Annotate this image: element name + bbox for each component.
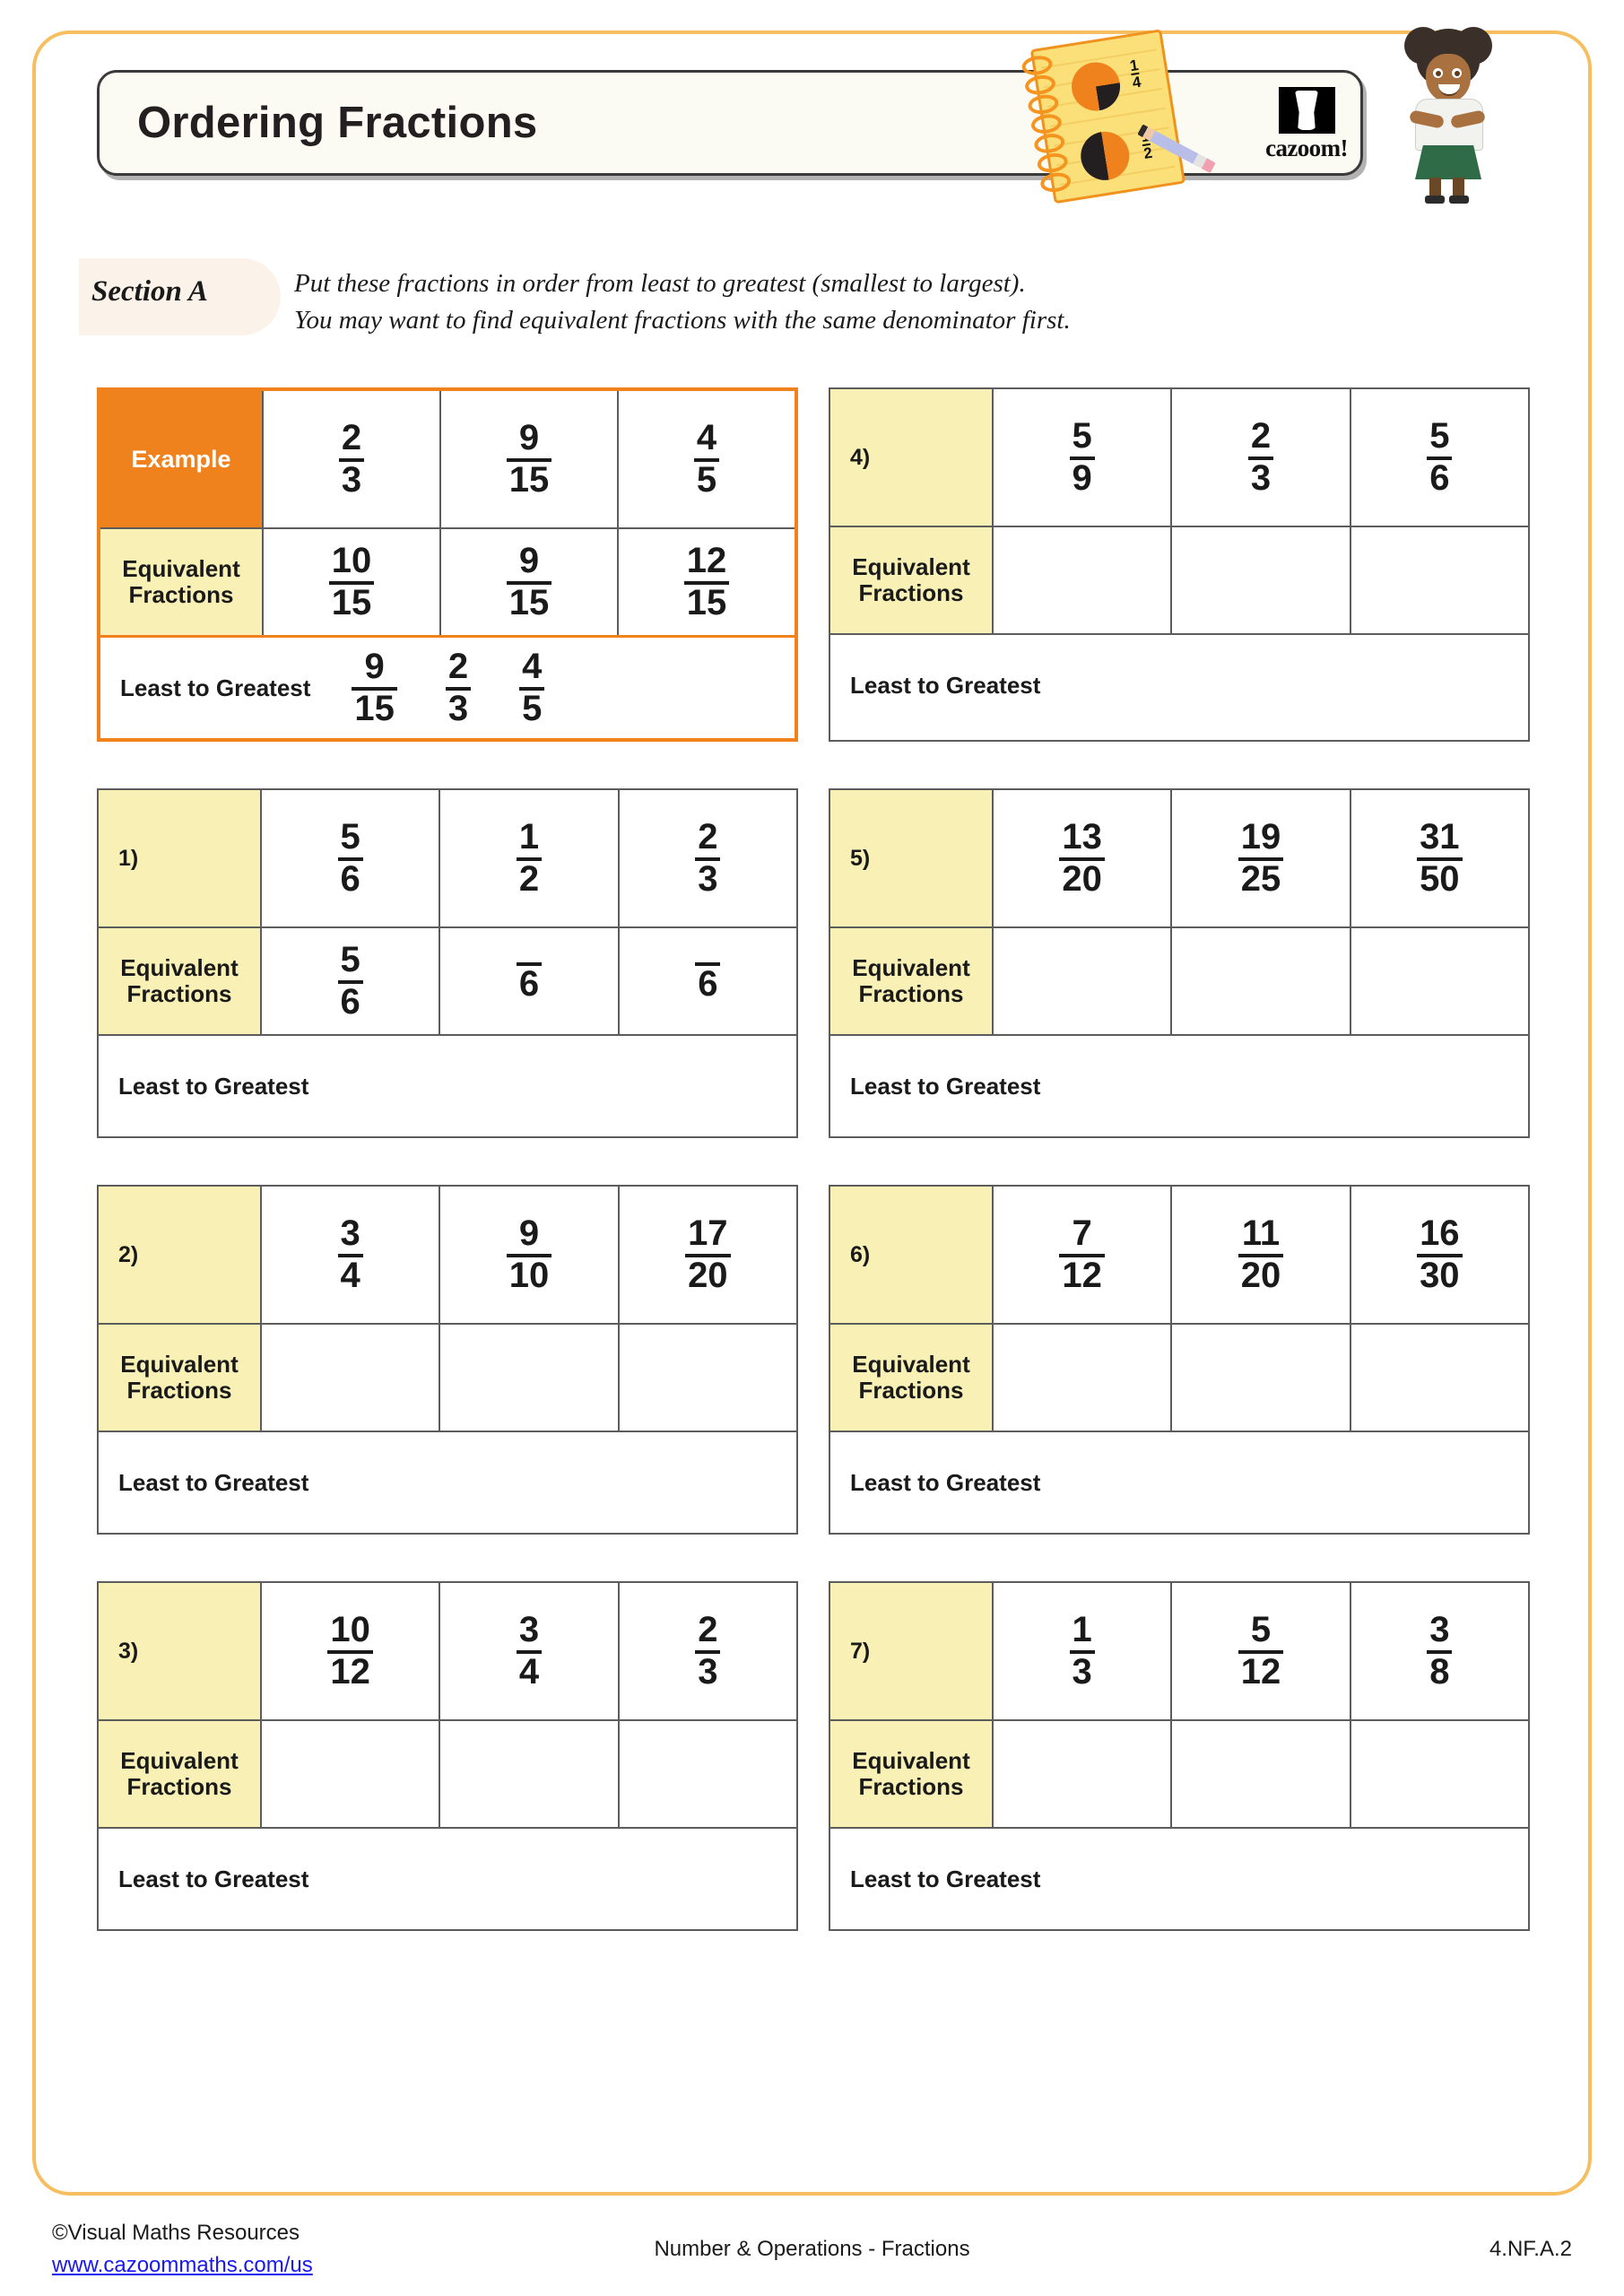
question-grid: [97, 387, 1530, 1931]
question-label: 2): [99, 1187, 260, 1323]
least-to-greatest-row[interactable]: [99, 1829, 796, 1929]
fraction-cell: [439, 790, 617, 926]
fraction: [1070, 1612, 1095, 1691]
question-fractions-row: [99, 790, 796, 928]
equivalent-fraction-input-cell[interactable]: [1170, 928, 1349, 1034]
fraction-numerator: 5: [340, 817, 360, 857]
fraction: [685, 1215, 731, 1294]
equivalent-fraction-input-cell[interactable]: [617, 529, 795, 635]
fraction-cell: [1170, 1583, 1349, 1719]
equivalent-fraction-input-cell[interactable]: [992, 1325, 1170, 1431]
equivalent-fractions-label: Equivalent Fractions: [830, 928, 992, 1034]
fraction-denominator: 15: [684, 581, 730, 622]
instruction-line-2: You may want to find equivalent fractions with the same denominator first.: [294, 306, 1071, 335]
fraction-denominator: 12: [1059, 1254, 1105, 1294]
fraction-cell: [1170, 389, 1349, 526]
equivalent-fraction-input-cell[interactable]: [992, 928, 1170, 1034]
fraction-denominator: 10: [507, 1254, 552, 1294]
notepad-frac2-den: 2: [1142, 144, 1154, 162]
equivalent-fraction-input-cell[interactable]: [260, 1325, 439, 1431]
fraction: [1059, 819, 1105, 898]
least-to-greatest-row[interactable]: [830, 1432, 1528, 1533]
fraction-denominator: 3: [1248, 457, 1273, 497]
fraction-denominator: 3: [446, 687, 471, 727]
fraction-denominator: 20: [685, 1254, 731, 1294]
fraction-cell: [617, 391, 795, 527]
equivalent-fraction-input-cell[interactable]: [618, 1721, 796, 1827]
instruction-line-1: Put these fractions in order from least to greatest (smallest to largest).: [294, 269, 1026, 298]
question-box-q5: [829, 788, 1530, 1138]
page-title: Ordering Fractions: [137, 99, 538, 147]
fraction-denominator: 3: [695, 857, 720, 898]
fraction-denominator: 25: [1238, 857, 1284, 898]
fraction-numerator: 9: [518, 541, 540, 581]
fraction-numerator: 9: [364, 647, 385, 687]
question-box-q4: [829, 387, 1530, 742]
fraction: [1417, 1215, 1463, 1294]
fraction-numerator: 5: [1250, 1610, 1272, 1650]
equivalent-fractions-row: [99, 1325, 796, 1432]
fraction: [1238, 1612, 1284, 1691]
student-character-illustration: [1399, 23, 1498, 203]
fraction-denominator: 3: [339, 458, 364, 499]
fraction: [517, 819, 542, 898]
least-to-greatest-row[interactable]: [99, 1432, 796, 1533]
fraction-numerator: 11: [1241, 1213, 1281, 1254]
answer-fractions: [352, 648, 544, 727]
equivalent-fractions-row: [99, 1721, 796, 1829]
fraction-denominator: 3: [695, 1650, 720, 1691]
fraction: [1238, 1215, 1284, 1294]
fraction: [694, 961, 721, 1003]
fraction-cell: [260, 1583, 439, 1719]
quarter-pie-icon: [1068, 59, 1124, 115]
fraction-denominator: 2: [517, 857, 542, 898]
question-fractions-row: [99, 1187, 796, 1325]
question-box-q3: [97, 1581, 798, 1931]
fraction: [507, 420, 552, 499]
question-box-q2: [97, 1185, 798, 1535]
question-label: Example: [100, 391, 262, 527]
equivalent-fraction-input-cell[interactable]: [262, 529, 439, 635]
least-to-greatest-row[interactable]: [100, 638, 795, 738]
fraction-denominator: 20: [1059, 857, 1105, 898]
fraction-denominator: 15: [507, 581, 552, 622]
fraction-cell: [992, 1187, 1170, 1323]
equivalent-fraction-input-cell[interactable]: [1350, 527, 1528, 633]
fraction-numerator: 13: [1062, 817, 1102, 857]
drum-icon: [1279, 87, 1335, 134]
equivalent-fraction-input-cell[interactable]: [260, 1721, 439, 1827]
notepad-frac1-num: 1: [1128, 56, 1140, 75]
least-to-greatest-row[interactable]: [830, 1036, 1528, 1136]
question-label: 7): [830, 1583, 992, 1719]
fraction-numerator: 3: [518, 1610, 540, 1650]
fraction-numerator: 5: [1072, 416, 1092, 457]
fraction-denominator: 50: [1417, 857, 1463, 898]
equivalent-fractions-label: Equivalent Fractions: [830, 527, 992, 633]
fraction: [684, 543, 730, 622]
fraction-numerator: 10: [330, 1610, 370, 1650]
fraction-denominator: 15: [507, 458, 552, 499]
equivalent-fraction-input-cell[interactable]: [439, 1721, 617, 1827]
fraction: [338, 1215, 363, 1294]
equivalent-fractions-row: [830, 1721, 1528, 1829]
equivalent-fraction-input-cell[interactable]: [1170, 1721, 1349, 1827]
page-footer: [0, 2215, 1624, 2296]
fraction-denominator: 30: [1417, 1254, 1463, 1294]
fraction-numerator: 4: [696, 418, 717, 458]
fraction-numerator: 17: [688, 1213, 728, 1254]
fraction-denominator: 15: [352, 687, 397, 727]
fraction: [1427, 418, 1452, 497]
question-box-example: [97, 387, 798, 742]
notepad-fractions-icon: [1018, 30, 1185, 212]
website-link[interactable]: www.cazoommaths.com/us: [52, 2253, 313, 2277]
question-fractions-row: [830, 1187, 1528, 1325]
fraction: [519, 648, 544, 727]
equivalent-fractions-label: Equivalent Fractions: [100, 529, 262, 635]
fraction-denominator: 6: [338, 980, 363, 1021]
fraction-numerator: 2: [698, 817, 718, 857]
fraction: [507, 1215, 552, 1294]
fraction-cell: [1170, 1187, 1349, 1323]
least-to-greatest-label: Least to Greatest: [120, 674, 311, 701]
equivalent-fraction-input-cell[interactable]: [1350, 1721, 1528, 1827]
fraction: [1059, 1215, 1105, 1294]
equivalent-fractions-label: Equivalent Fractions: [99, 1721, 260, 1827]
fraction: [1070, 418, 1095, 497]
fraction-numerator: 5: [1429, 416, 1450, 457]
fraction-denominator: 3: [1070, 1650, 1095, 1691]
section-instructions: [294, 265, 1071, 339]
fraction-cell: [439, 391, 617, 527]
fraction: [507, 543, 552, 622]
least-to-greatest-label: Least to Greatest: [850, 1072, 1041, 1100]
fraction-denominator: 8: [1427, 1650, 1452, 1691]
fraction: [1238, 819, 1284, 898]
fraction-cell: [1350, 1583, 1528, 1719]
least-to-greatest-label: Least to Greatest: [850, 671, 1041, 699]
question-label: 1): [99, 790, 260, 926]
equivalent-fraction-input-cell[interactable]: [1350, 1325, 1528, 1431]
fraction: [352, 648, 397, 727]
fraction-denominator: 20: [1238, 1254, 1284, 1294]
equivalent-fractions-row: [830, 527, 1528, 635]
footer-topic: Number & Operations - Fractions: [654, 2237, 970, 2261]
fraction-denominator: 6: [338, 857, 363, 898]
equivalent-fractions-row: [100, 529, 795, 638]
fraction: [327, 1612, 373, 1691]
fraction-denominator: 6: [517, 962, 542, 1003]
fraction-numerator: 7: [1072, 1213, 1092, 1254]
fraction: [338, 942, 363, 1021]
question-box-q6: [829, 1185, 1530, 1535]
fraction-numerator: 2: [698, 1610, 718, 1650]
fraction-numerator: 1: [1072, 1610, 1092, 1650]
fraction-numerator: 3: [1429, 1610, 1450, 1650]
fraction-cell: [1350, 389, 1528, 526]
fraction-denominator: 12: [1238, 1650, 1284, 1691]
equivalent-fraction-input-cell[interactable]: [992, 1721, 1170, 1827]
cazoom-logo: [1249, 87, 1364, 162]
question-box-q1: [97, 788, 798, 1138]
equivalent-fractions-row: [830, 928, 1528, 1036]
equivalent-fraction-input-cell[interactable]: [618, 928, 796, 1034]
fraction: [338, 819, 363, 898]
fraction-cell: [260, 790, 439, 926]
fraction-cell: [1350, 1187, 1528, 1323]
fraction: [329, 543, 375, 622]
fraction: [695, 1612, 720, 1691]
fraction-cell: [618, 790, 796, 926]
equivalent-fraction-input-cell[interactable]: [439, 1325, 617, 1431]
question-box-q7: [829, 1581, 1530, 1931]
fraction-numerator: 16: [1420, 1213, 1460, 1254]
fraction-cell: [439, 1187, 617, 1323]
fraction-numerator: 2: [341, 418, 362, 458]
section-label: Section A: [91, 275, 208, 308]
fraction-cell: [1170, 790, 1349, 926]
question-label: 6): [830, 1187, 992, 1323]
fraction-numerator: 3: [340, 1213, 360, 1254]
equivalent-fraction-input-cell[interactable]: [439, 529, 617, 635]
fraction-numerator: 1: [518, 817, 540, 857]
least-to-greatest-label: Least to Greatest: [118, 1468, 309, 1496]
equivalent-fractions-row: [830, 1325, 1528, 1432]
fraction-cell: [260, 1187, 439, 1323]
fraction-numerator: 2: [447, 647, 469, 687]
fraction: [339, 420, 364, 499]
least-to-greatest-row[interactable]: [99, 1036, 796, 1136]
equivalent-fraction-input-cell[interactable]: [439, 928, 617, 1034]
fraction: [695, 819, 720, 898]
fraction-cell: [262, 391, 439, 527]
fraction-numerator: 9: [518, 1213, 540, 1254]
equivalent-fraction-input-cell[interactable]: [1350, 928, 1528, 1034]
copyright-text: ©Visual Maths Resources: [52, 2221, 300, 2245]
fraction-numerator: 2: [1250, 416, 1272, 457]
fraction-denominator: 12: [327, 1650, 373, 1691]
fraction: [1248, 418, 1273, 497]
fraction-denominator: 5: [519, 687, 544, 727]
fraction-denominator: 4: [338, 1254, 363, 1294]
equivalent-fraction-input-cell[interactable]: [992, 527, 1170, 633]
fraction-denominator: 15: [329, 581, 375, 622]
notepad-frac1-den: 4: [1131, 73, 1142, 91]
fraction-numerator: 5: [340, 940, 360, 980]
fraction-denominator: 4: [517, 1650, 542, 1691]
fraction-cell: [992, 790, 1170, 926]
fraction-cell: [439, 1583, 617, 1719]
equivalent-fractions-row: [99, 928, 796, 1036]
least-to-greatest-label: Least to Greatest: [118, 1072, 309, 1100]
equivalent-fraction-input-cell[interactable]: [1170, 1325, 1349, 1431]
least-to-greatest-row[interactable]: [830, 635, 1528, 735]
fraction-cell: [618, 1583, 796, 1719]
fraction-denominator: 6: [1427, 457, 1452, 497]
least-to-greatest-row[interactable]: [830, 1829, 1528, 1929]
fraction: [1427, 1612, 1452, 1691]
fraction-cell: [992, 1583, 1170, 1719]
question-fractions-row: [830, 1583, 1528, 1721]
fraction: [1417, 819, 1463, 898]
question-label: 4): [830, 389, 992, 526]
equivalent-fractions-label: Equivalent Fractions: [830, 1721, 992, 1827]
fraction-cell: [618, 1187, 796, 1323]
question-fractions-row: [830, 790, 1528, 928]
equivalent-fraction-input-cell[interactable]: [1170, 527, 1349, 633]
fraction: [516, 961, 543, 1003]
equivalent-fractions-label: Equivalent Fractions: [99, 928, 260, 1034]
question-label: 3): [99, 1583, 260, 1719]
question-fractions-row: [99, 1583, 796, 1721]
fraction-numerator: 4: [522, 647, 543, 687]
least-to-greatest-label: Least to Greatest: [850, 1865, 1041, 1892]
equivalent-fraction-input-cell[interactable]: [260, 928, 439, 1034]
fraction-cell: [1350, 790, 1528, 926]
section-header: [79, 258, 1514, 359]
fraction-denominator: 6: [695, 962, 720, 1003]
fraction: [517, 1612, 542, 1691]
fraction-numerator: 10: [331, 541, 372, 581]
least-to-greatest-label: Least to Greatest: [850, 1468, 1041, 1496]
fraction-numerator: 19: [1240, 817, 1281, 857]
equivalent-fraction-input-cell[interactable]: [618, 1325, 796, 1431]
fraction: [446, 648, 471, 727]
fraction-denominator: 5: [694, 458, 719, 499]
cazoom-wordmark: cazoom!: [1265, 135, 1348, 161]
equivalent-fractions-label: Equivalent Fractions: [830, 1325, 992, 1431]
fraction-numerator: 31: [1420, 817, 1460, 857]
fraction-cell: [992, 389, 1170, 526]
question-label: 5): [830, 790, 992, 926]
fraction-numerator: 9: [518, 418, 540, 458]
equivalent-fractions-label: Equivalent Fractions: [99, 1325, 260, 1431]
question-fractions-row: [100, 391, 795, 529]
fraction-numerator: 12: [686, 541, 727, 581]
question-fractions-row: [830, 389, 1528, 527]
fraction-denominator: 9: [1070, 457, 1095, 497]
fraction: [694, 420, 719, 499]
footer-standard-code: 4.NF.A.2: [1489, 2237, 1572, 2261]
least-to-greatest-label: Least to Greatest: [118, 1865, 309, 1892]
